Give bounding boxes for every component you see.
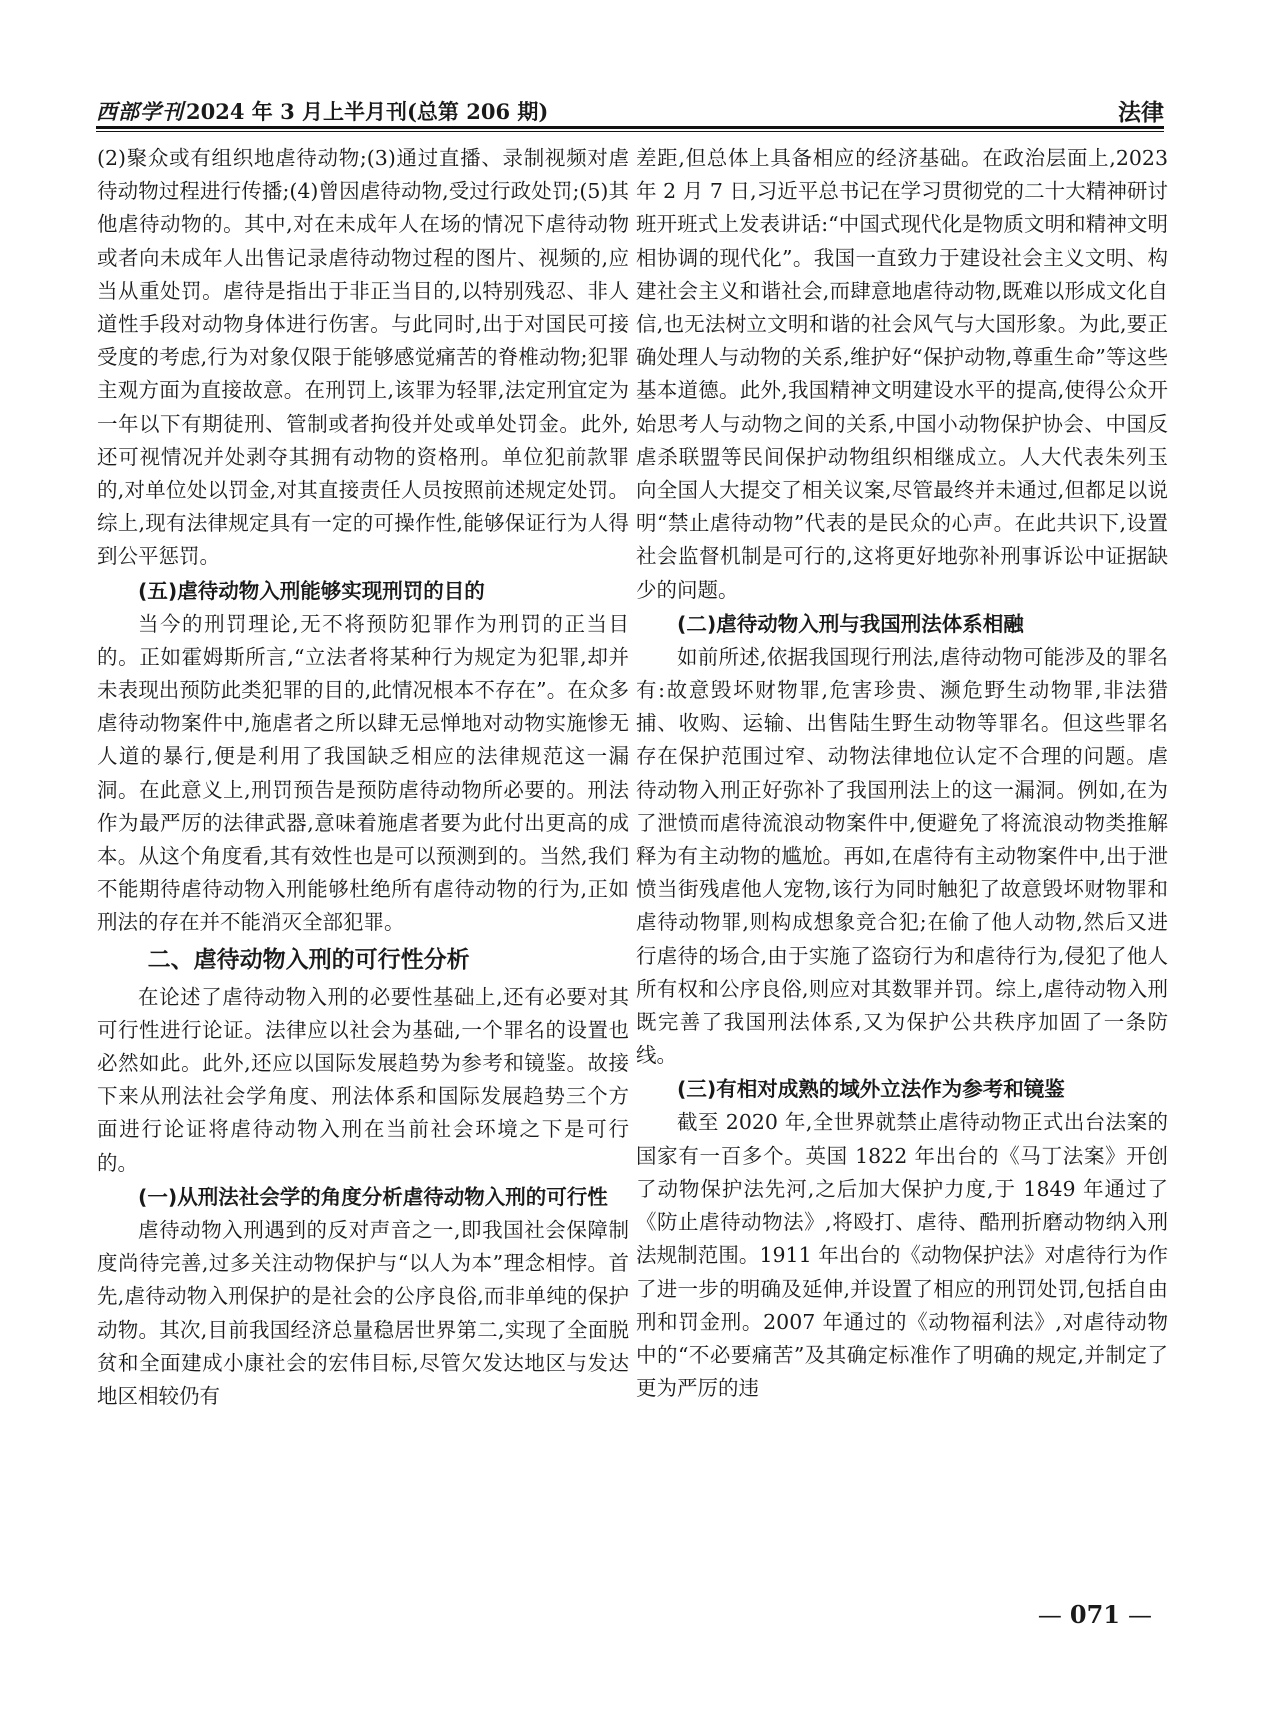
paragraph: 如前所述,依据我国现行刑法,虐待动物可能涉及的罪名有:故意毁坏财物罪,危害珍贵、濒危野生动物罪,非法猎捕、收购、运输、出售陆生野生动物等罪名。但这些罪名存在保护范围过窄、动物法律地位认定不合理的问题。虐待动物入刑正好弥补了我国刑法上的这一漏洞。例如,在为了泄愤而虐待流浪动物案件中,便避免了将流浪动物类推解释为有主动物的尴尬。再如,在虐待有主动物案件中,出于泄愤当街残虐他人宠物,该行为同时触犯了故意毁坏财物罪和虐待动物罪,则构成想象竞合犯;在偷了他人动物,然后又进行虐待的场合,由于实施了盗窃行为和虐待行为,侵犯了他人所有权和公序良俗,则应对其数罪并罚。综上,虐待动物入刑既完善了我国刑法体系,又为保护公共秩序加固了一条防线。 [636,644,1168,1068]
section-heading: (三)有相对成熟的域外立法作为参考和镜鉴 [677,1077,1065,1102]
chapter-heading: 二、虐待动物入刑的可行性分析 [147,946,470,973]
section-heading: (五)虐待动物入刑能够实现刑罚的目的 [138,578,485,603]
paragraph: 当今的刑罚理论,无不将预防犯罪作为刑罚的正当目的。正如霍姆斯所言,“立法者将某种行为规定为犯罪,却并未表现出预防此类犯罪的目的,此情况根本不存在”。在众多虐待动物案件中,施虐者之所以肆无忌惮地对动物实施惨无人道的暴行,便是利用了我国缺乏相应的法律规范这一漏洞。在此意义上,刑罚预告是预防虐待动物所必要的。刑法作为最严厉的法律武器,意味着施虐者要为此付出更高的成本。从这个角度看,其有效性也是可以预测到的。当然,我们不能期待虐待动物入刑能够杜绝所有虐待动物的行为,正如刑法的存在并不能消灭全部犯罪。 [97,611,629,935]
paragraph: 在论述了虐待动物入刑的必要性基础上,还有必要对其可行性进行论证。法律应以社会为基础,一个罪名的设置也必然如此。此外,还应以国际发展趋势为参考和镜鉴。故接下来从刑法社会学角度、刑法体系和国际发展趋势三个方面进行论证将虐待动物入刑在当前社会环境之下是可行的。 [97,984,629,1175]
issue-info: 2024 年 3 月上半月刊(总第 206 期) [186,99,549,124]
left-column [97,142,629,1413]
header-rule [96,126,1164,129]
right-column [636,142,1168,1405]
journal-issue [96,96,548,126]
paragraph: 虐待动物入刑遇到的反对声音之一,即我国社会保障制度尚待完善,过多关注动物保护与“以人为本”理念相悖。首先,虐待动物入刑保护的是社会的公序良俗,而非单纯的保护动物。其次,目前我国经济总量稳居世界第二,实现了全面脱贫和全面建成小康社会的宏伟目标,尽管欠发达地区与发达地区相较仍有 [97,1217,629,1408]
header-rule-thin [96,131,1164,132]
page-number [1030,1600,1160,1629]
section-label: 法律 [1118,100,1164,126]
page-number-value: 071 [1069,1600,1120,1629]
paragraph: (2)聚众或有组织地虐待动物;(3)通过直播、录制视频对虐待动物过程进行传播;(4)曾因虐待动物,受过行政处罚;(5)其他虐待动物的。其中,对在未成年人在场的情况下虐待动物或者向未成年人出售记录虐待动物过程的图片、视频的,应当从重处罚。虐待是指出于非正当目的,以特别残忍、非人道性手段对动物身体进行伤害。与此同时,出于对国民可接受度的考虑,行为对象仅限于能够感觉痛苦的脊椎动物;犯罪主观方面为直接故意。在刑罚上,该罪为轻罪,法定刑宜定为一年以下有期徒刑、管制或者拘役并处或单处罚金。此外,还可视情况并处剥夺其拥有动物的资格刑。单位犯前款罪的,对单位处以罚金,对其直接责任人员按照前述规定处罚。综上,现有法律规定具有一定的可操作性,能够保证行为人得到公平惩罚。 [97,146,629,569]
running-header [96,92,1164,126]
paragraph: 截至 2020 年,全世界就禁止虐待动物正式出台法案的国家有一百多个。英国 1822 年出台的《马丁法案》开创了动物保护法先河,之后加大保护力度,于 1849 年通过了《防止虐待动物法》,将殴打、虐待、酷刑折磨动物纳入刑法规制范围。1911 年出台的《动物保护法》对虐待行为作了进一步的明确及延伸,并设置了相应的刑罚处罚,包括自由刑和罚金刑。2007 年通过的《动物福利法》,对虐待动物中的“不必要痛苦”及其确定标准作了明确的规定,并制定了更为严厉的违 [636,1110,1168,1401]
page-dash-left: — [1037,1601,1062,1629]
journal-logo: 西部学刊 [96,99,184,124]
page-dash-right: — [1128,1601,1152,1629]
section-heading: (一)从刑法社会学的角度分析虐待动物入刑的可行性 [138,1184,608,1209]
section-heading: (二)虐待动物入刑与我国刑法体系相融 [677,611,1024,636]
paragraph: 差距,但总体上具备相应的经济基础。在政治层面上,2023 年 2 月 7 日,习近平总书记在学习贯彻党的二十大精神研讨班开班式上发表讲话:“中国式现代化是物质文明和精神文明相协调的现代化”。我国一直致力于建设社会主义文明、构建社会主义和谐社会,而肆意地虐待动物,既难以形成文化自信,也无法树立文明和谐的社会风气与大国形象。为此,要正确处理人与动物的关系,维护好“保护动物,尊重生命”等这些基本道德。此外,我国精神文明建设水平的提高,使得公众开始思考人与动物之间的关系,中国小动物保护协会、中国反虐杀联盟等民间保护动物组织相继成立。人大代表朱列玉向全国人大提交了相关议案,尽管最终并未通过,但都足以说明“禁止虐待动物”代表的是民众的心声。在此共识下,设置社会监督机制是可行的,这将更好地弥补刑事诉讼中证据缺少的问题。 [636,146,1168,602]
